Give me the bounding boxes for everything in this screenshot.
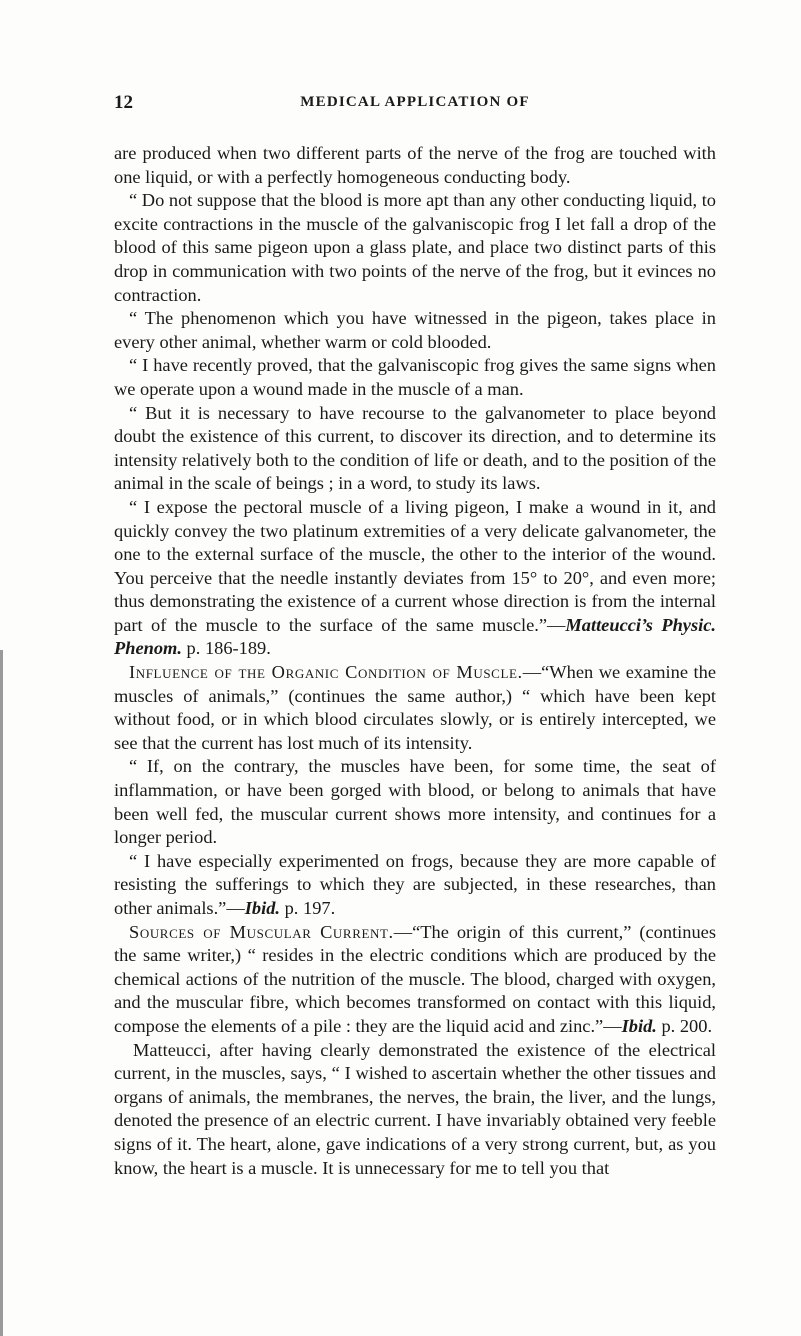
paragraph-text: “ But it is necessary to have recourse to the galvanometer to place beyond doubt the existence of this current, to discover its direction, and to determine its intensity relatively both to the condition of life or death, and to the position of the animal in the scale of beings ; in a word, to study its laws. (114, 402, 716, 494)
citation-page: p. 200. (656, 1015, 713, 1036)
section-heading: Influence of the Organic Condition of Muscle. (129, 662, 523, 683)
citation: Ibid. (244, 898, 281, 918)
paragraph-text: —“When we examine the muscles of animals,” (continues the same author,) “ which have been kept without food, or in which blood circulates slowly, or is entirely intercepted, we see that the current has lost much of its intensity. (114, 662, 716, 753)
running-title: MEDICAL APPLICATION OF (300, 94, 530, 110)
page-number: 12 (114, 92, 133, 113)
paragraph (114, 850, 716, 921)
paragraph-text: “ I expose the pectoral muscle of a living pigeon, I make a wound in it, and quickly convey the two platinum extremities of a very delicate galvanometer, the one to the external surface of the muscle, the other to the interior of the wound. You perceive that the needle instantly deviates from 15° to 20°, and even more; thus demonstrating the existence of a current whose direction is from the internal part of the muscle to the surface of the same muscle.”— (114, 496, 716, 635)
citation-page: p. 197. (280, 898, 336, 918)
paragraph (114, 496, 716, 661)
paragraph-text: Matteucci, after having clearly demonstrated the existence of the electrical current, in the muscles, says, “ I wished to ascertain whether the other tissues and organs of animals, the membranes, the nerves, the brain, the liver, and the lungs, denoted the presence of an electric current. I have invariably obtained very feeble signs of it. The heart, alone, gave indications of a very strong current, but, as you know, the heart is a muscle. It is unnecessary for me to tell you that (114, 1039, 716, 1178)
paragraph (114, 142, 716, 189)
paragraph-text: “ I have recently proved, that the galvaniscopic frog gives the same signs when we operate upon a wound made in the muscle of a man. (114, 355, 716, 399)
paragraph (114, 354, 716, 401)
citation-page: p. 186-189. (181, 638, 271, 659)
paragraph-text: “ If, on the contrary, the muscles have been, for some time, the seat of inflammation, or have been gorged with blood, or belong to animals that have been well fed, the muscular current shows more intensity, and continues for a longer period. (114, 756, 716, 848)
paragraph (114, 1039, 716, 1181)
running-head (114, 92, 716, 116)
citation: Ibid. (621, 1015, 657, 1036)
paragraph-text: “ I have especially experimented on frogs, because they are more capable of resisting the sufferings to which they are subjected, in these researches, than other animals.”— (114, 850, 716, 918)
paragraph-text: —“The origin of this current,” (continues the same writer,) “ resides in the electric conditions which are produced by the chemical actions of the nutrition of the muscle. The blood, charged with oxygen, and the muscular fibre, which becomes transformed on contact with this liquid, compose the elements of a pile : they are the liquid acid and zinc.”— (114, 921, 716, 1036)
paragraph (114, 307, 716, 354)
paragraph (114, 189, 716, 307)
paragraph-text: “ The phenomenon which you have witnessed in the pigeon, takes place in every other animal, whether warm or cold blooded. (114, 308, 716, 352)
paragraph-text: “ Do not suppose that the blood is more apt than any other conducting liquid, to excite contractions in the muscle of the galvaniscopic frog I let fall a drop of the blood of this same pigeon upon a glass plate, and place two distinct parts of this drop in communication with two points of the nerve of the frog, but it evinces no contraction. (114, 190, 716, 305)
body-text (114, 142, 716, 1180)
paragraph (114, 402, 716, 496)
paragraph-text: are produced when two different parts of the nerve of the frog are touched with one liquid, or with a perfectly homogeneous conducting body. (114, 143, 716, 187)
citation: Matteucci’s Physic. Phenom. (114, 614, 716, 659)
page-edge-shadow (0, 650, 3, 1336)
paragraph (114, 921, 716, 1039)
paragraph (114, 661, 716, 755)
paragraph (114, 755, 716, 849)
section-heading: Sources of Muscular Current. (129, 921, 394, 942)
